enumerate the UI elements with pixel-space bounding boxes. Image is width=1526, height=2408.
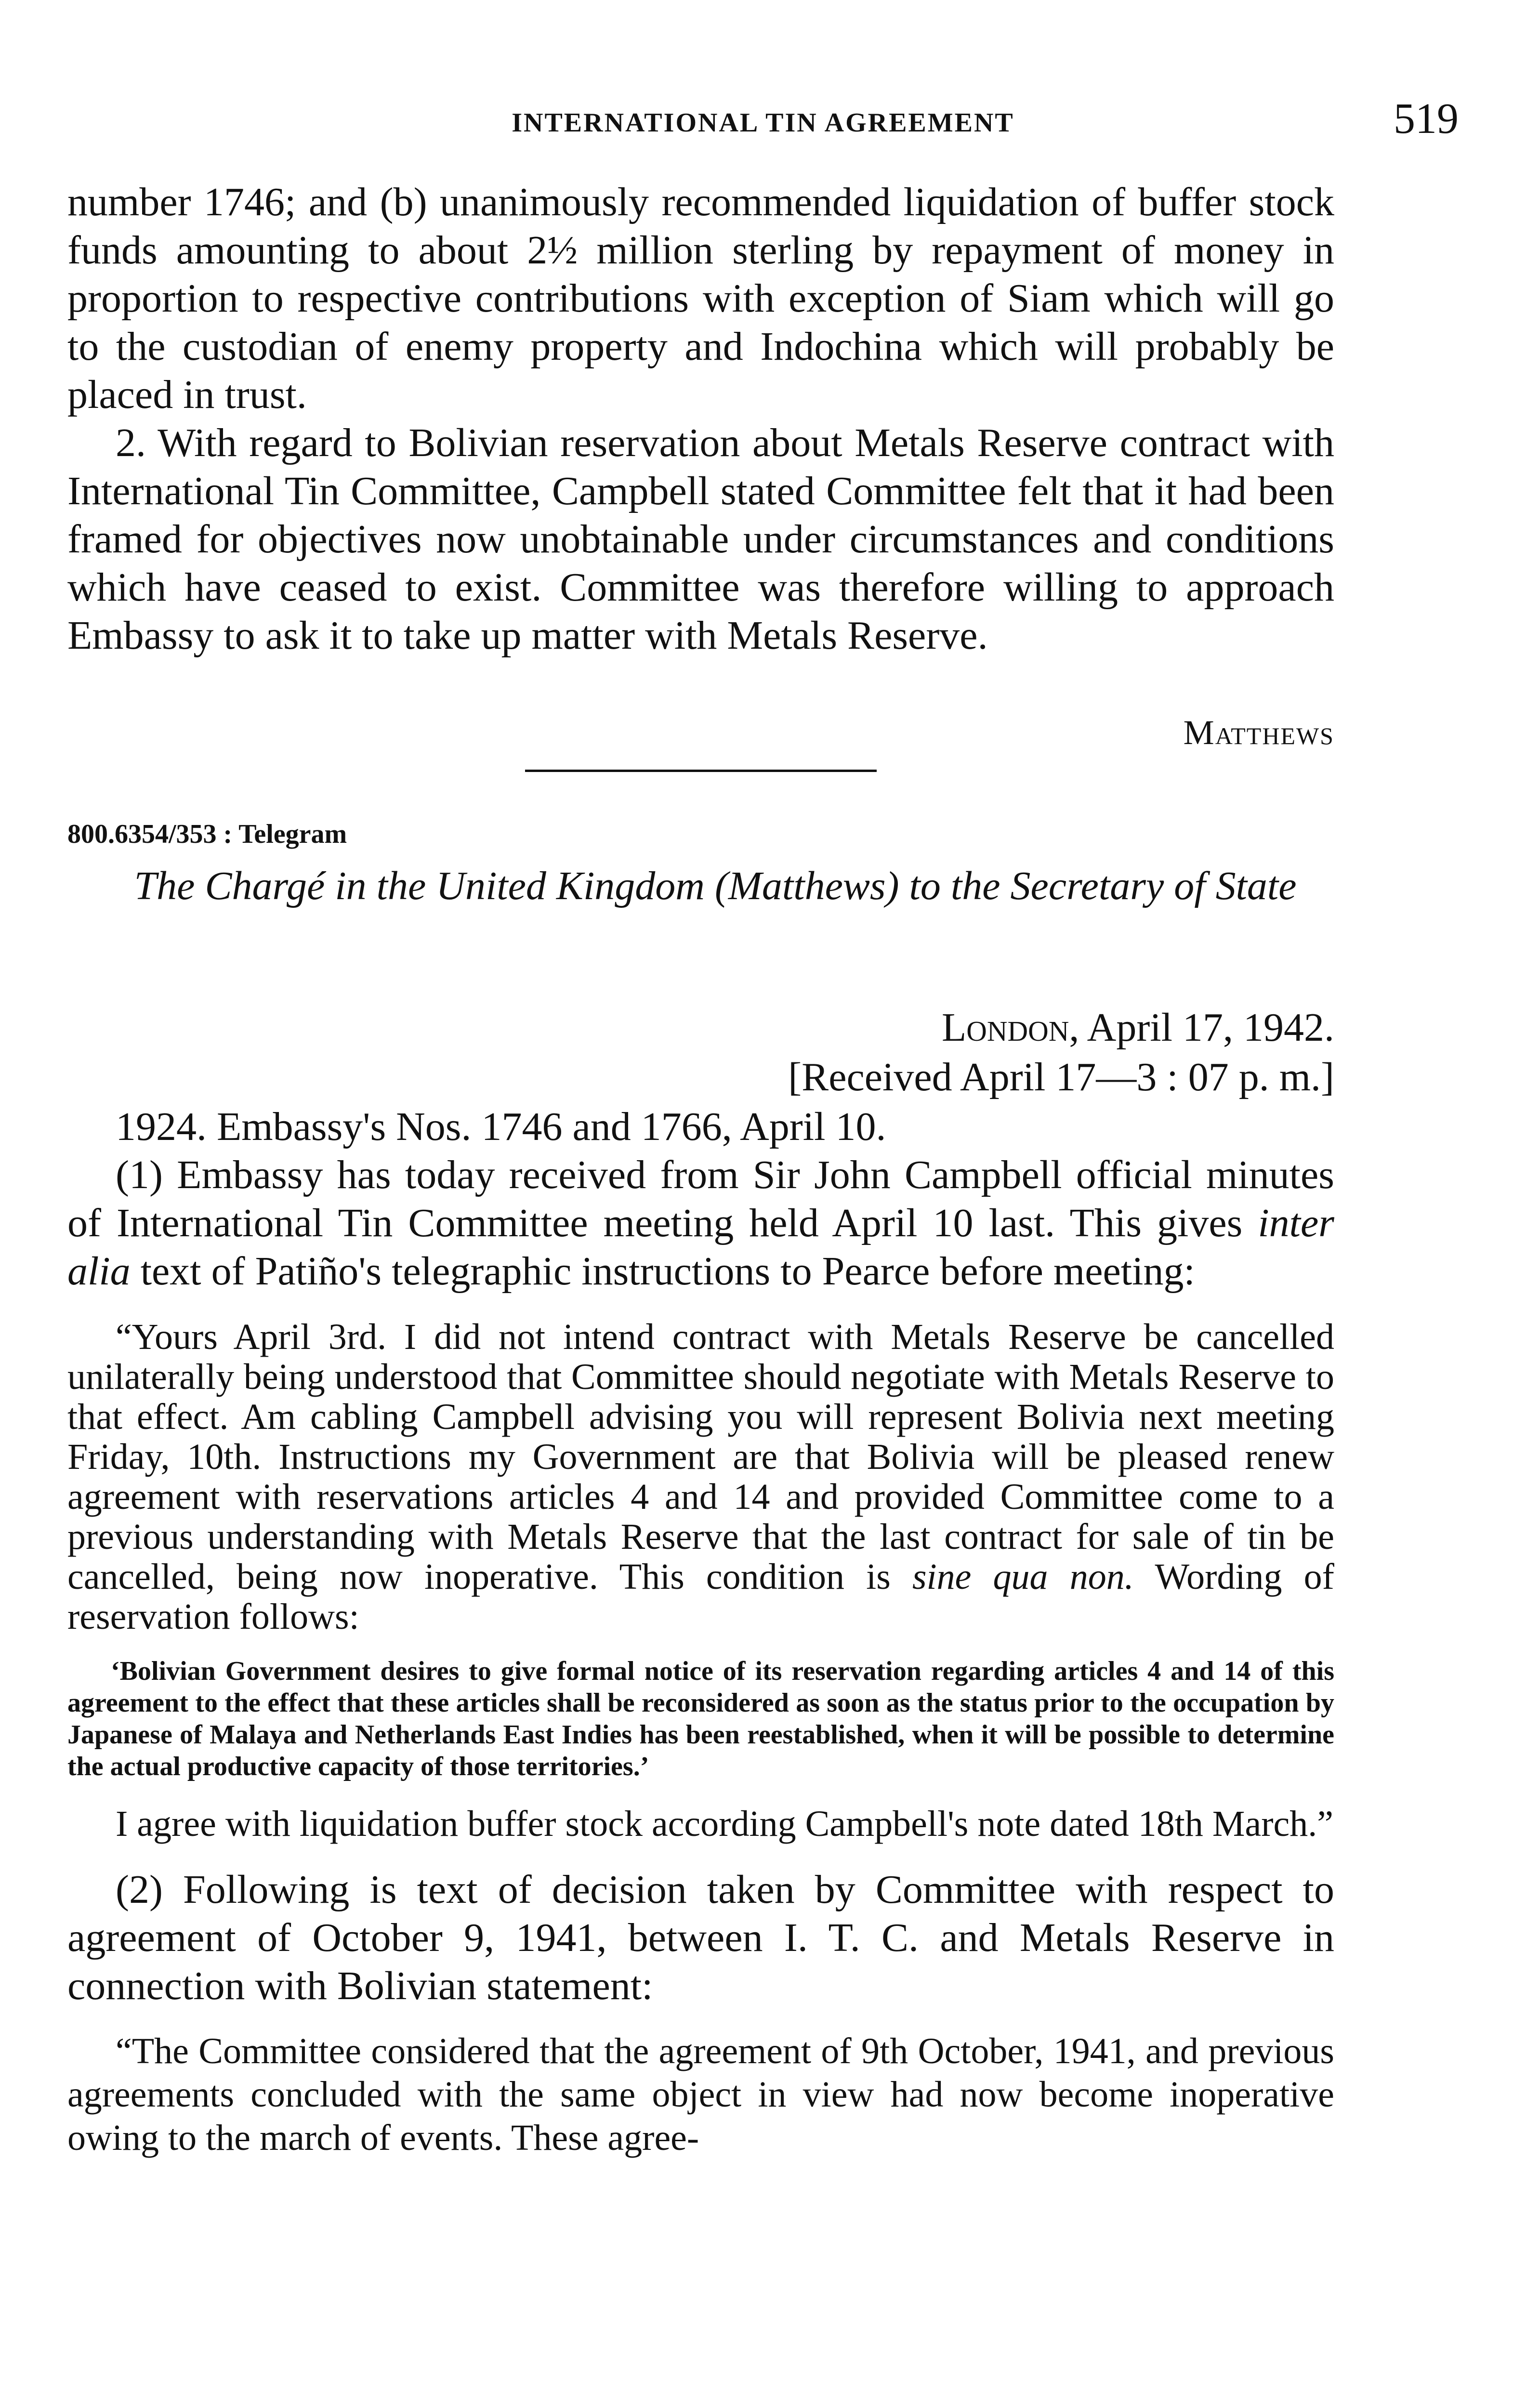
reference-line: 1924. Embassy's Nos. 1746 and 1766, April 10. (116, 1104, 886, 1149)
paragraph-2-decision: (2) Following is text of decision taken by Committee with respect to agreement of October 9, 1941, between I. T. C. and Metals Reserve in connection with Bolivian statement: (67, 1867, 1334, 2008)
dateline-date: , April 17, 1942. (1069, 1005, 1334, 1050)
paragraph-1-start: (1) Embassy has today received from Sir John Campbell official minutes of International Tin Committee meeting held April 10 last. This gives (67, 1152, 1334, 1245)
paragraph-2: 2. With regard to Bolivian reservation about Metals Reserve contract with International Tin Committee, Campbell stated Committee felt that it had been framed for objectives now unobtainable under circumstances and conditions which have ceased to exist. Committee was therefore willing to approach Embassy to ask it to take up matter with Metals Reserve. (67, 420, 1334, 658)
continued-telegram-text (67, 178, 1334, 660)
committee-decision-quote: “The Committee considered that the agreement of 9th October, 1941, and previous agreements concluded with the same object in view had now become inoperative owing to the march of events. These agree- (67, 2031, 1334, 2158)
quote-1-start: “Yours April 3rd. I did not intend contract with Metals Reserve be cancelled unilaterally being understood that Committee should negotiate with Metals Reserve to that effect. Am cabling Campbell advising you will represent Bolivia next meeting Friday, 10th. Instructions my Government are that Bolivia will be pleased renew agreement with reservations articles 4 and 14 and provided Committee come to a previous understanding with Metals Reserve that the last contract for sale of tin be cancelled, being now inoperative. This condition is (67, 1317, 1334, 1597)
running-head: INTERNATIONAL TIN AGREEMENT (512, 108, 1014, 138)
paragraph-1 (67, 1151, 1334, 1296)
page-header (67, 94, 1459, 147)
patino-instructions-quote (67, 1317, 1334, 1637)
dateline (942, 1004, 1334, 1051)
file-reference: 800.6354/353 : Telegram (67, 819, 347, 849)
page-number: 519 (1394, 95, 1459, 143)
document-title: The Chargé in the United Kingdom (Matthews) to the Secretary of State (134, 864, 1297, 908)
quote-1-italic: sine qua non. (912, 1557, 1134, 1597)
quote-1-close: I agree with liquidation buffer stock according Campbell's note dated 18th March.” (116, 1804, 1333, 1844)
paragraph-continued: number 1746; and (b) unanimously recommended liquidation of buffer stock funds amounting to about 2½ million sterling by repayment of money in proportion to respective contributions with exception of Siam which will go to the custodian of enemy property and Indochina which will probably be placed in trust. (67, 180, 1334, 417)
dateline-city: London (941, 1005, 1069, 1050)
paragraph-1-end: text of Patiño's telegraphic instructions to Pearce before meeting: (130, 1249, 1195, 1294)
paragraph-1-italic: inter alia (67, 1201, 1334, 1294)
signature-matthews: Matthews (1183, 713, 1334, 752)
quote-1-end: Wording of reservation follows: (67, 1557, 1334, 1637)
section-divider (525, 770, 877, 772)
telegram-body (67, 1103, 1334, 2159)
received-line: [Received April 17—3 : 07 p. m.] (788, 1055, 1334, 1099)
bolivian-reservation-quote: ‘Bolivian Government desires to give formal notice of its reservation regarding articles 4 and 14 of this agreement to the effect that these articles shall be reconsidered as soon as the status prior to the occupation by Japanese of Malaya and Netherlands East Indies has been reestablished, when it will be possible to determine the actual productive capacity of those territories.’ (67, 1656, 1334, 1781)
